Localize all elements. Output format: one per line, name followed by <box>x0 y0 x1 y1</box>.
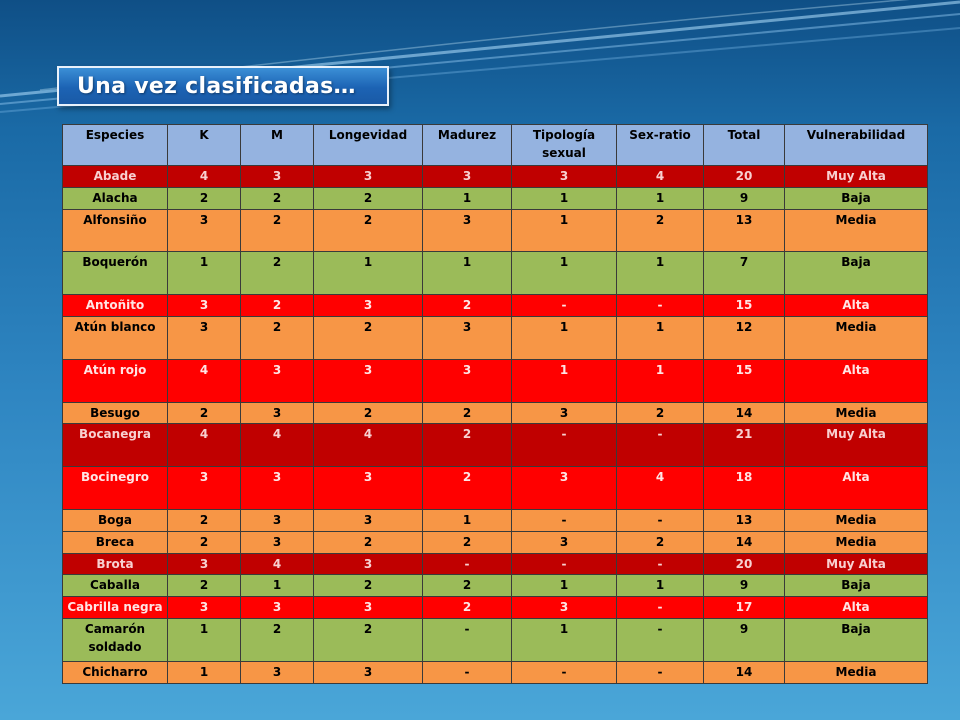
cell-longevidad: 3 <box>314 553 423 575</box>
cell-m: 2 <box>241 619 314 662</box>
cell-longevidad: 3 <box>314 661 423 683</box>
cell-total: 13 <box>704 209 785 252</box>
table-row <box>63 209 928 252</box>
cell-sex-ratio: - <box>617 295 704 317</box>
table-row <box>63 295 928 317</box>
cell-longevidad: 3 <box>314 166 423 188</box>
cell-vulnerabilidad: Baja <box>785 575 928 597</box>
cell-total: 20 <box>704 553 785 575</box>
cell-longevidad: 2 <box>314 575 423 597</box>
cell-tipologia: 1 <box>512 252 617 295</box>
cell-k: 3 <box>168 295 241 317</box>
cell-madurez: 2 <box>423 424 512 467</box>
cell-k: 2 <box>168 575 241 597</box>
cell-tipologia: 1 <box>512 359 617 402</box>
table-row <box>63 575 928 597</box>
cell-tipologia: - <box>512 509 617 531</box>
cell-madurez: 2 <box>423 531 512 553</box>
cell-m: 3 <box>241 359 314 402</box>
cell-total: 9 <box>704 187 785 209</box>
cell-tipologia: 3 <box>512 402 617 424</box>
cell-vulnerabilidad: Media <box>785 531 928 553</box>
cell-madurez: 3 <box>423 359 512 402</box>
cell-sex-ratio: - <box>617 553 704 575</box>
cell-vulnerabilidad: Media <box>785 509 928 531</box>
cell-vulnerabilidad: Media <box>785 317 928 360</box>
cell-madurez: 1 <box>423 509 512 531</box>
cell-total: 20 <box>704 166 785 188</box>
cell-total: 15 <box>704 359 785 402</box>
table-row <box>63 597 928 619</box>
cell-m: 3 <box>241 661 314 683</box>
table-row <box>63 531 928 553</box>
cell-k: 1 <box>168 619 241 662</box>
header-tipologia-sexual: Tipología sexual <box>512 125 617 166</box>
table-body <box>63 166 928 684</box>
slide-title: Una vez clasificadas… <box>77 73 356 99</box>
cell-total: 14 <box>704 531 785 553</box>
cell-k: 3 <box>168 317 241 360</box>
table-row <box>63 619 928 662</box>
cell-m: 2 <box>241 252 314 295</box>
cell-species: Boquerón <box>63 252 168 295</box>
cell-k: 3 <box>168 209 241 252</box>
cell-vulnerabilidad: Muy Alta <box>785 166 928 188</box>
cell-species: Bocanegra <box>63 424 168 467</box>
cell-total: 9 <box>704 575 785 597</box>
cell-m: 3 <box>241 597 314 619</box>
cell-total: 18 <box>704 467 785 510</box>
cell-tipologia: 1 <box>512 187 617 209</box>
cell-sex-ratio: - <box>617 597 704 619</box>
cell-vulnerabilidad: Media <box>785 661 928 683</box>
cell-tipologia: - <box>512 661 617 683</box>
cell-species: Bocinegro <box>63 467 168 510</box>
cell-species: Cabrilla negra <box>63 597 168 619</box>
cell-k: 4 <box>168 424 241 467</box>
cell-species: Alfonsiño <box>63 209 168 252</box>
cell-species: Alacha <box>63 187 168 209</box>
cell-m: 3 <box>241 166 314 188</box>
cell-species: Abade <box>63 166 168 188</box>
cell-sex-ratio: 2 <box>617 209 704 252</box>
cell-k: 2 <box>168 531 241 553</box>
table-row <box>63 509 928 531</box>
cell-species: Besugo <box>63 402 168 424</box>
cell-k: 2 <box>168 402 241 424</box>
table-row <box>63 187 928 209</box>
cell-m: 3 <box>241 467 314 510</box>
cell-vulnerabilidad: Baja <box>785 252 928 295</box>
cell-m: 3 <box>241 531 314 553</box>
header-k: K <box>168 125 241 166</box>
header-especies: Especies <box>63 125 168 166</box>
cell-vulnerabilidad: Media <box>785 209 928 252</box>
header-longevidad: Longevidad <box>314 125 423 166</box>
cell-species: Atún rojo <box>63 359 168 402</box>
cell-k: 3 <box>168 597 241 619</box>
cell-vulnerabilidad: Baja <box>785 619 928 662</box>
cell-species: Caballa <box>63 575 168 597</box>
cell-sex-ratio: 4 <box>617 166 704 188</box>
table-row <box>63 252 928 295</box>
cell-tipologia: 3 <box>512 597 617 619</box>
table-header-row <box>63 125 928 166</box>
cell-m: 1 <box>241 575 314 597</box>
cell-sex-ratio: 1 <box>617 187 704 209</box>
cell-madurez: 2 <box>423 402 512 424</box>
cell-total: 17 <box>704 597 785 619</box>
cell-species: Camarón soldado <box>63 619 168 662</box>
cell-longevidad: 2 <box>314 187 423 209</box>
cell-sex-ratio: - <box>617 619 704 662</box>
cell-species: Brota <box>63 553 168 575</box>
cell-madurez: 2 <box>423 575 512 597</box>
cell-k: 2 <box>168 509 241 531</box>
cell-k: 4 <box>168 359 241 402</box>
cell-vulnerabilidad: Alta <box>785 467 928 510</box>
cell-m: 4 <box>241 424 314 467</box>
cell-madurez: 2 <box>423 467 512 510</box>
cell-madurez: 2 <box>423 597 512 619</box>
table-row <box>63 661 928 683</box>
cell-longevidad: 3 <box>314 597 423 619</box>
cell-vulnerabilidad: Alta <box>785 597 928 619</box>
cell-species: Chicharro <box>63 661 168 683</box>
cell-tipologia: 3 <box>512 166 617 188</box>
table-row <box>63 166 928 188</box>
header-total: Total <box>704 125 785 166</box>
cell-total: 7 <box>704 252 785 295</box>
cell-sex-ratio: 2 <box>617 531 704 553</box>
cell-tipologia: 1 <box>512 209 617 252</box>
cell-longevidad: 2 <box>314 619 423 662</box>
cell-tipologia: - <box>512 424 617 467</box>
table-row <box>63 424 928 467</box>
cell-m: 2 <box>241 317 314 360</box>
cell-vulnerabilidad: Alta <box>785 359 928 402</box>
cell-k: 2 <box>168 187 241 209</box>
cell-madurez: - <box>423 661 512 683</box>
cell-sex-ratio: 4 <box>617 467 704 510</box>
cell-total: 9 <box>704 619 785 662</box>
cell-tipologia: 3 <box>512 531 617 553</box>
cell-k: 3 <box>168 467 241 510</box>
cell-m: 4 <box>241 553 314 575</box>
cell-longevidad: 2 <box>314 317 423 360</box>
cell-k: 4 <box>168 166 241 188</box>
table-row <box>63 553 928 575</box>
cell-longevidad: 2 <box>314 531 423 553</box>
cell-m: 2 <box>241 187 314 209</box>
cell-tipologia: 1 <box>512 619 617 662</box>
cell-m: 2 <box>241 209 314 252</box>
cell-species: Breca <box>63 531 168 553</box>
cell-longevidad: 3 <box>314 359 423 402</box>
cell-vulnerabilidad: Muy Alta <box>785 553 928 575</box>
cell-species: Antoñito <box>63 295 168 317</box>
cell-madurez: - <box>423 619 512 662</box>
cell-longevidad: 3 <box>314 509 423 531</box>
cell-m: 3 <box>241 402 314 424</box>
cell-longevidad: 3 <box>314 467 423 510</box>
header-sex-ratio: Sex-ratio <box>617 125 704 166</box>
cell-sex-ratio: - <box>617 509 704 531</box>
cell-longevidad: 4 <box>314 424 423 467</box>
cell-sex-ratio: 1 <box>617 317 704 360</box>
cell-tipologia: - <box>512 553 617 575</box>
species-table <box>62 124 928 684</box>
cell-total: 14 <box>704 661 785 683</box>
cell-m: 2 <box>241 295 314 317</box>
slide-title-box <box>57 66 389 106</box>
header-madurez: Madurez <box>423 125 512 166</box>
cell-k: 3 <box>168 553 241 575</box>
cell-k: 1 <box>168 252 241 295</box>
cell-k: 1 <box>168 661 241 683</box>
cell-species: Boga <box>63 509 168 531</box>
cell-total: 15 <box>704 295 785 317</box>
cell-madurez: - <box>423 553 512 575</box>
cell-longevidad: 3 <box>314 295 423 317</box>
cell-longevidad: 1 <box>314 252 423 295</box>
cell-madurez: 1 <box>423 187 512 209</box>
cell-sex-ratio: - <box>617 661 704 683</box>
cell-m: 3 <box>241 509 314 531</box>
cell-tipologia: - <box>512 295 617 317</box>
cell-tipologia: 1 <box>512 317 617 360</box>
cell-madurez: 2 <box>423 295 512 317</box>
cell-vulnerabilidad: Muy Alta <box>785 424 928 467</box>
cell-madurez: 3 <box>423 209 512 252</box>
cell-total: 13 <box>704 509 785 531</box>
cell-total: 12 <box>704 317 785 360</box>
cell-species: Atún blanco <box>63 317 168 360</box>
table-row <box>63 359 928 402</box>
cell-total: 21 <box>704 424 785 467</box>
cell-longevidad: 2 <box>314 402 423 424</box>
table-row <box>63 467 928 510</box>
cell-total: 14 <box>704 402 785 424</box>
cell-madurez: 3 <box>423 317 512 360</box>
cell-madurez: 1 <box>423 252 512 295</box>
cell-sex-ratio: - <box>617 424 704 467</box>
cell-sex-ratio: 1 <box>617 575 704 597</box>
cell-vulnerabilidad: Alta <box>785 295 928 317</box>
cell-longevidad: 2 <box>314 209 423 252</box>
cell-tipologia: 3 <box>512 467 617 510</box>
cell-sex-ratio: 2 <box>617 402 704 424</box>
table-row <box>63 317 928 360</box>
cell-tipologia: 1 <box>512 575 617 597</box>
cell-madurez: 3 <box>423 166 512 188</box>
cell-sex-ratio: 1 <box>617 359 704 402</box>
cell-vulnerabilidad: Media <box>785 402 928 424</box>
table-row <box>63 402 928 424</box>
cell-sex-ratio: 1 <box>617 252 704 295</box>
cell-vulnerabilidad: Baja <box>785 187 928 209</box>
header-vulnerabilidad: Vulnerabilidad <box>785 125 928 166</box>
header-m: M <box>241 125 314 166</box>
